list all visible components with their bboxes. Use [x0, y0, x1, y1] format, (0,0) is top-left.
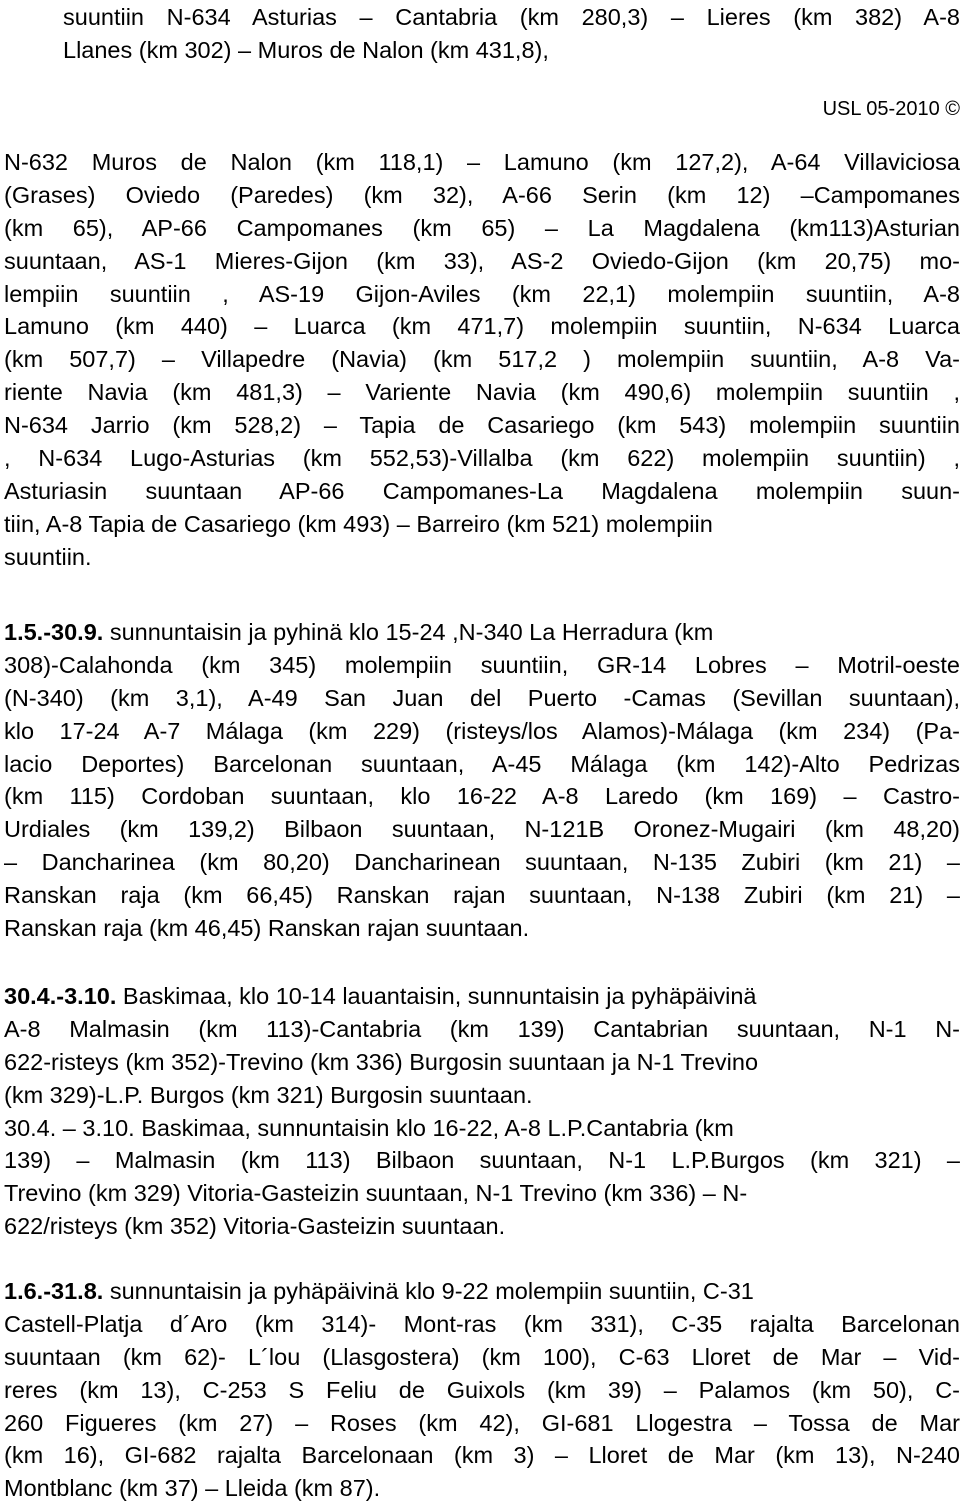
text-line: suuntiin. — [4, 543, 92, 570]
text-line: Trevino (km 329) Vitoria-Gasteizin suuntaan, N-1 Trevino (km 336) – N- — [4, 1180, 748, 1207]
section-text: sunnuntaisin ja pyhinä klo 15-24 ,N-340 La Herradura (km — [103, 619, 714, 645]
text-line: 139) – Malmasin (km 113) Bilbaon suuntaan, N-1 L.P.Burgos (km 321) – — [4, 1147, 960, 1174]
footer-copyright: USL 05-2010 © — [822, 98, 960, 120]
text-line: (km 65), AP-66 Campomanes (km 65) – La Magdalena (km113)Asturian — [4, 214, 960, 241]
text-line: suuntaan, AS-1 Mieres-Gijon (km 33), AS-2 Oviedo-Gijon (km 20,75) mo- — [4, 247, 960, 274]
section-andalucia — [0, 616, 960, 945]
text-line: Asturiasin suuntaan AP-66 Campomanes-La Magdalena molempiin suun- — [4, 477, 960, 504]
text-line: reres (km 13), C-253 S Feliu de Guixols (km 39) – Palamos (km 50), C- — [4, 1376, 960, 1403]
text-line: tiin, A-8 Tapia de Casariego (km 493) – Barreiro (km 521) molempiin — [4, 510, 713, 537]
text-line: A-8 Malmasin (km 113)-Cantabria (km 139) Cantabrian suuntaan, N-1 N- — [4, 1015, 960, 1042]
text-line: (km 115) Cordoban suuntaan, klo 16-22 A-8 Laredo (km 169) – Castro- — [4, 783, 960, 810]
section-date: 1.6.-31.8. — [4, 1278, 104, 1304]
text-line: Castell-Platja d´Aro (km 314)- Mont-ras (km 331), C-35 rajalta Barcelonan — [4, 1310, 960, 1337]
text-line: (Grases) Oviedo (Paredes) (km 32), A-66 Serin (km 12) –Campomanes — [4, 181, 960, 208]
text-line: suuntiin N-634 Asturias – Cantabria (km 280,3) – Lieres (km 382) A-8 — [63, 4, 960, 30]
text-line: (km 507,7) – Villapedre (Navia) (km 517,2 ) molempiin suuntiin, A-8 Va- — [4, 346, 960, 373]
text-line: 622-risteys (km 352)-Trevino (km 336) Burgosin suuntaan ja N-1 Trevino — [4, 1048, 759, 1075]
text-line: (km 16), GI-682 rajalta Barcelonaan (km 3) – Lloret de Mar (km 13), N-240 — [4, 1442, 960, 1469]
text-line: , N-634 Lugo-Asturias (km 552,53)-Villalba (km 622) molempiin suuntiin) , — [4, 445, 960, 472]
section-catalonia — [0, 1275, 960, 1505]
text-line: 622/risteys (km 352) Vitoria-Gasteizin suuntaan. — [4, 1213, 506, 1240]
text-line: N-634 Jarrio (km 528,2) – Tapia de Casariego (km 543) molempiin suuntiin — [4, 412, 960, 439]
text-line: Ranskan raja (km 46,45) Ranskan rajan suuntaan. — [4, 915, 530, 942]
intro-paragraph — [0, 1, 960, 67]
text-line: Montblanc (km 37) – Lleida (km 87). — [4, 1475, 381, 1502]
text-line — [0, 616, 960, 649]
section-text: sunnuntaisin ja pyhäpäivinä klo 9-22 molempiin suuntiin, C-31 — [103, 1278, 754, 1304]
text-line: Ranskan raja (km 66,45) Ranskan rajan suuntaan, N-138 Zubiri (km 21) – — [4, 882, 960, 909]
text-line: riente Navia (km 481,3) – Variente Navia (km 490,6) molempiin suuntiin , — [4, 379, 960, 406]
text-line: 30.4. – 3.10. Baskimaa, sunnuntaisin klo 16-22, A-8 L.P.Cantabria (km — [4, 1114, 734, 1141]
section-text: Baskimaa, klo 10-14 lauantaisin, sunnuntaisin ja pyhäpäivinä — [116, 983, 757, 1009]
text-line — [0, 1275, 960, 1308]
text-line: suuntaan (km 62)- L´lou (Llasgostera) (km 100), C-63 Lloret de Mar – Vid- — [4, 1343, 960, 1370]
text-line: lacio Deportes) Barcelonan suuntaan, A-45 Málaga (km 142)-Alto Pedrizas — [4, 750, 960, 777]
text-line: 260 Figueres (km 27) – Roses (km 42), GI-681 Llogestra – Tossa de Mar — [4, 1409, 960, 1436]
text-line: – Dancharinea (km 80,20) Dancharinean suuntaan, N-135 Zubiri (km 21) – — [4, 849, 960, 876]
text-line: Urdiales (km 139,2) Bilbaon suuntaan, N-121B Oronez-Mugairi (km 48,20) — [4, 816, 960, 843]
section-date: 1.5.-30.9. — [4, 619, 104, 645]
text-line: Lamuno (km 440) – Luarca (km 471,7) molempiin suuntiin, N-634 Luarca — [4, 313, 960, 340]
text-line: (km 329)-L.P. Burgos (km 321) Burgosin suuntaan. — [4, 1081, 533, 1108]
section-date: 30.4.-3.10. — [4, 983, 117, 1009]
text-line: lempiin suuntiin , AS-19 Gijon-Aviles (km 22,1) molempiin suuntiin, A-8 — [4, 280, 960, 307]
section-baskimaa — [0, 980, 960, 1243]
text-line: 308)-Calahonda (km 345) molempiin suuntiin, GR-14 Lobres – Motril-oeste — [4, 651, 960, 678]
text-line: Llanes (km 302) – Muros de Nalon (km 431,8), — [63, 36, 549, 63]
section-asturias — [0, 146, 960, 574]
text-line: (N-340) (km 3,1), A-49 San Juan del Puerto -Camas (Sevillan suuntaan), — [4, 684, 960, 711]
text-line — [0, 980, 960, 1013]
text-line: N-632 Muros de Nalon (km 118,1) – Lamuno (km 127,2), A-64 Villaviciosa — [4, 149, 960, 175]
text-line: klo 17-24 A-7 Málaga (km 229) (risteys/los Alamos)-Málaga (km 234) (Pa- — [4, 717, 960, 744]
